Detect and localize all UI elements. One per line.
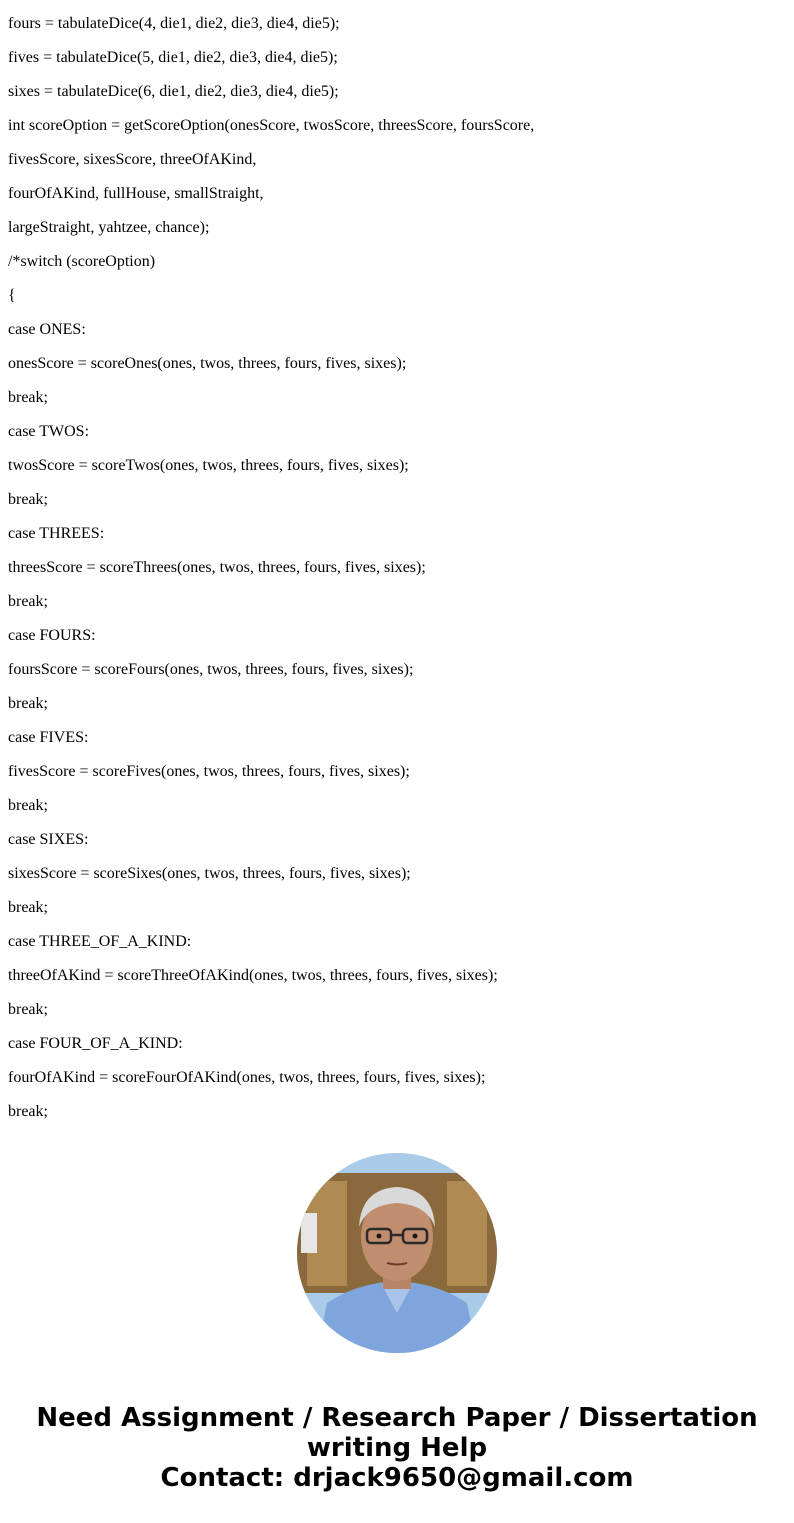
code-line: threesScore = scoreThrees(ones, twos, threes, fours, fives, sixes); <box>8 559 426 576</box>
code-line: case THREE_OF_A_KIND: <box>8 933 192 950</box>
promo-line-2: writing Help <box>306 1433 488 1463</box>
code-line: case TWOS: <box>8 423 90 440</box>
code-line: case FOUR_OF_A_KIND: <box>8 1035 183 1052</box>
code-line: fourOfAKind = scoreFourOfAKind(ones, twos, threes, fours, fives, sixes); <box>8 1069 486 1086</box>
code-line: sixesScore = scoreSixes(ones, twos, threes, fours, fives, sixes); <box>8 865 411 882</box>
code-line: break; <box>8 593 48 610</box>
code-line: case FOURS: <box>8 627 96 644</box>
code-line: foursScore = scoreFours(ones, twos, threes, fours, fives, sixes); <box>8 661 414 678</box>
code-line: twosScore = scoreTwos(ones, twos, threes, fours, fives, sixes); <box>8 457 409 474</box>
code-line: break; <box>8 899 48 916</box>
code-line: break; <box>8 1001 48 1018</box>
code-line: sixes = tabulateDice(6, die1, die2, die3, die4, die5); <box>8 83 339 100</box>
code-line: fivesScore, sixesScore, threeOfAKind, <box>8 151 257 168</box>
code-line: largeStraight, yahtzee, chance); <box>8 219 210 236</box>
code-line: fivesScore = scoreFives(ones, twos, threes, fours, fives, sixes); <box>8 763 410 780</box>
code-line: break; <box>8 389 48 406</box>
code-line: int scoreOption = getScoreOption(onesScore, twosScore, threesScore, foursScore, <box>8 117 535 134</box>
code-line: fours = tabulateDice(4, die1, die2, die3, die4, die5); <box>8 15 340 32</box>
promo-banner <box>0 1403 794 1493</box>
code-line: break; <box>8 1103 48 1120</box>
promo-contact[interactable]: Contact: drjack9650@gmail.com <box>160 1463 634 1493</box>
code-line: case SIXES: <box>8 831 89 848</box>
code-line: case FIVES: <box>8 729 89 746</box>
code-line: case ONES: <box>8 321 86 338</box>
code-line: { <box>8 287 16 304</box>
code-line: /*switch (scoreOption) <box>8 253 156 270</box>
code-line: fives = tabulateDice(5, die1, die2, die3, die4, die5); <box>8 49 338 66</box>
code-line: break; <box>8 797 48 814</box>
code-line: onesScore = scoreOnes(ones, twos, threes, fours, fives, sixes); <box>8 355 407 372</box>
code-line: break; <box>8 695 48 712</box>
code-listing <box>8 13 778 1135</box>
code-line: threeOfAKind = scoreThreeOfAKind(ones, twos, threes, fours, fives, sixes); <box>8 967 498 984</box>
author-avatar <box>297 1153 497 1353</box>
code-line: fourOfAKind, fullHouse, smallStraight, <box>8 185 264 202</box>
author-portrait-image <box>297 1153 497 1353</box>
code-line: case THREES: <box>8 525 105 542</box>
promo-line-1: Need Assignment / Research Paper / Dissertation <box>36 1403 758 1433</box>
code-line: break; <box>8 491 48 508</box>
